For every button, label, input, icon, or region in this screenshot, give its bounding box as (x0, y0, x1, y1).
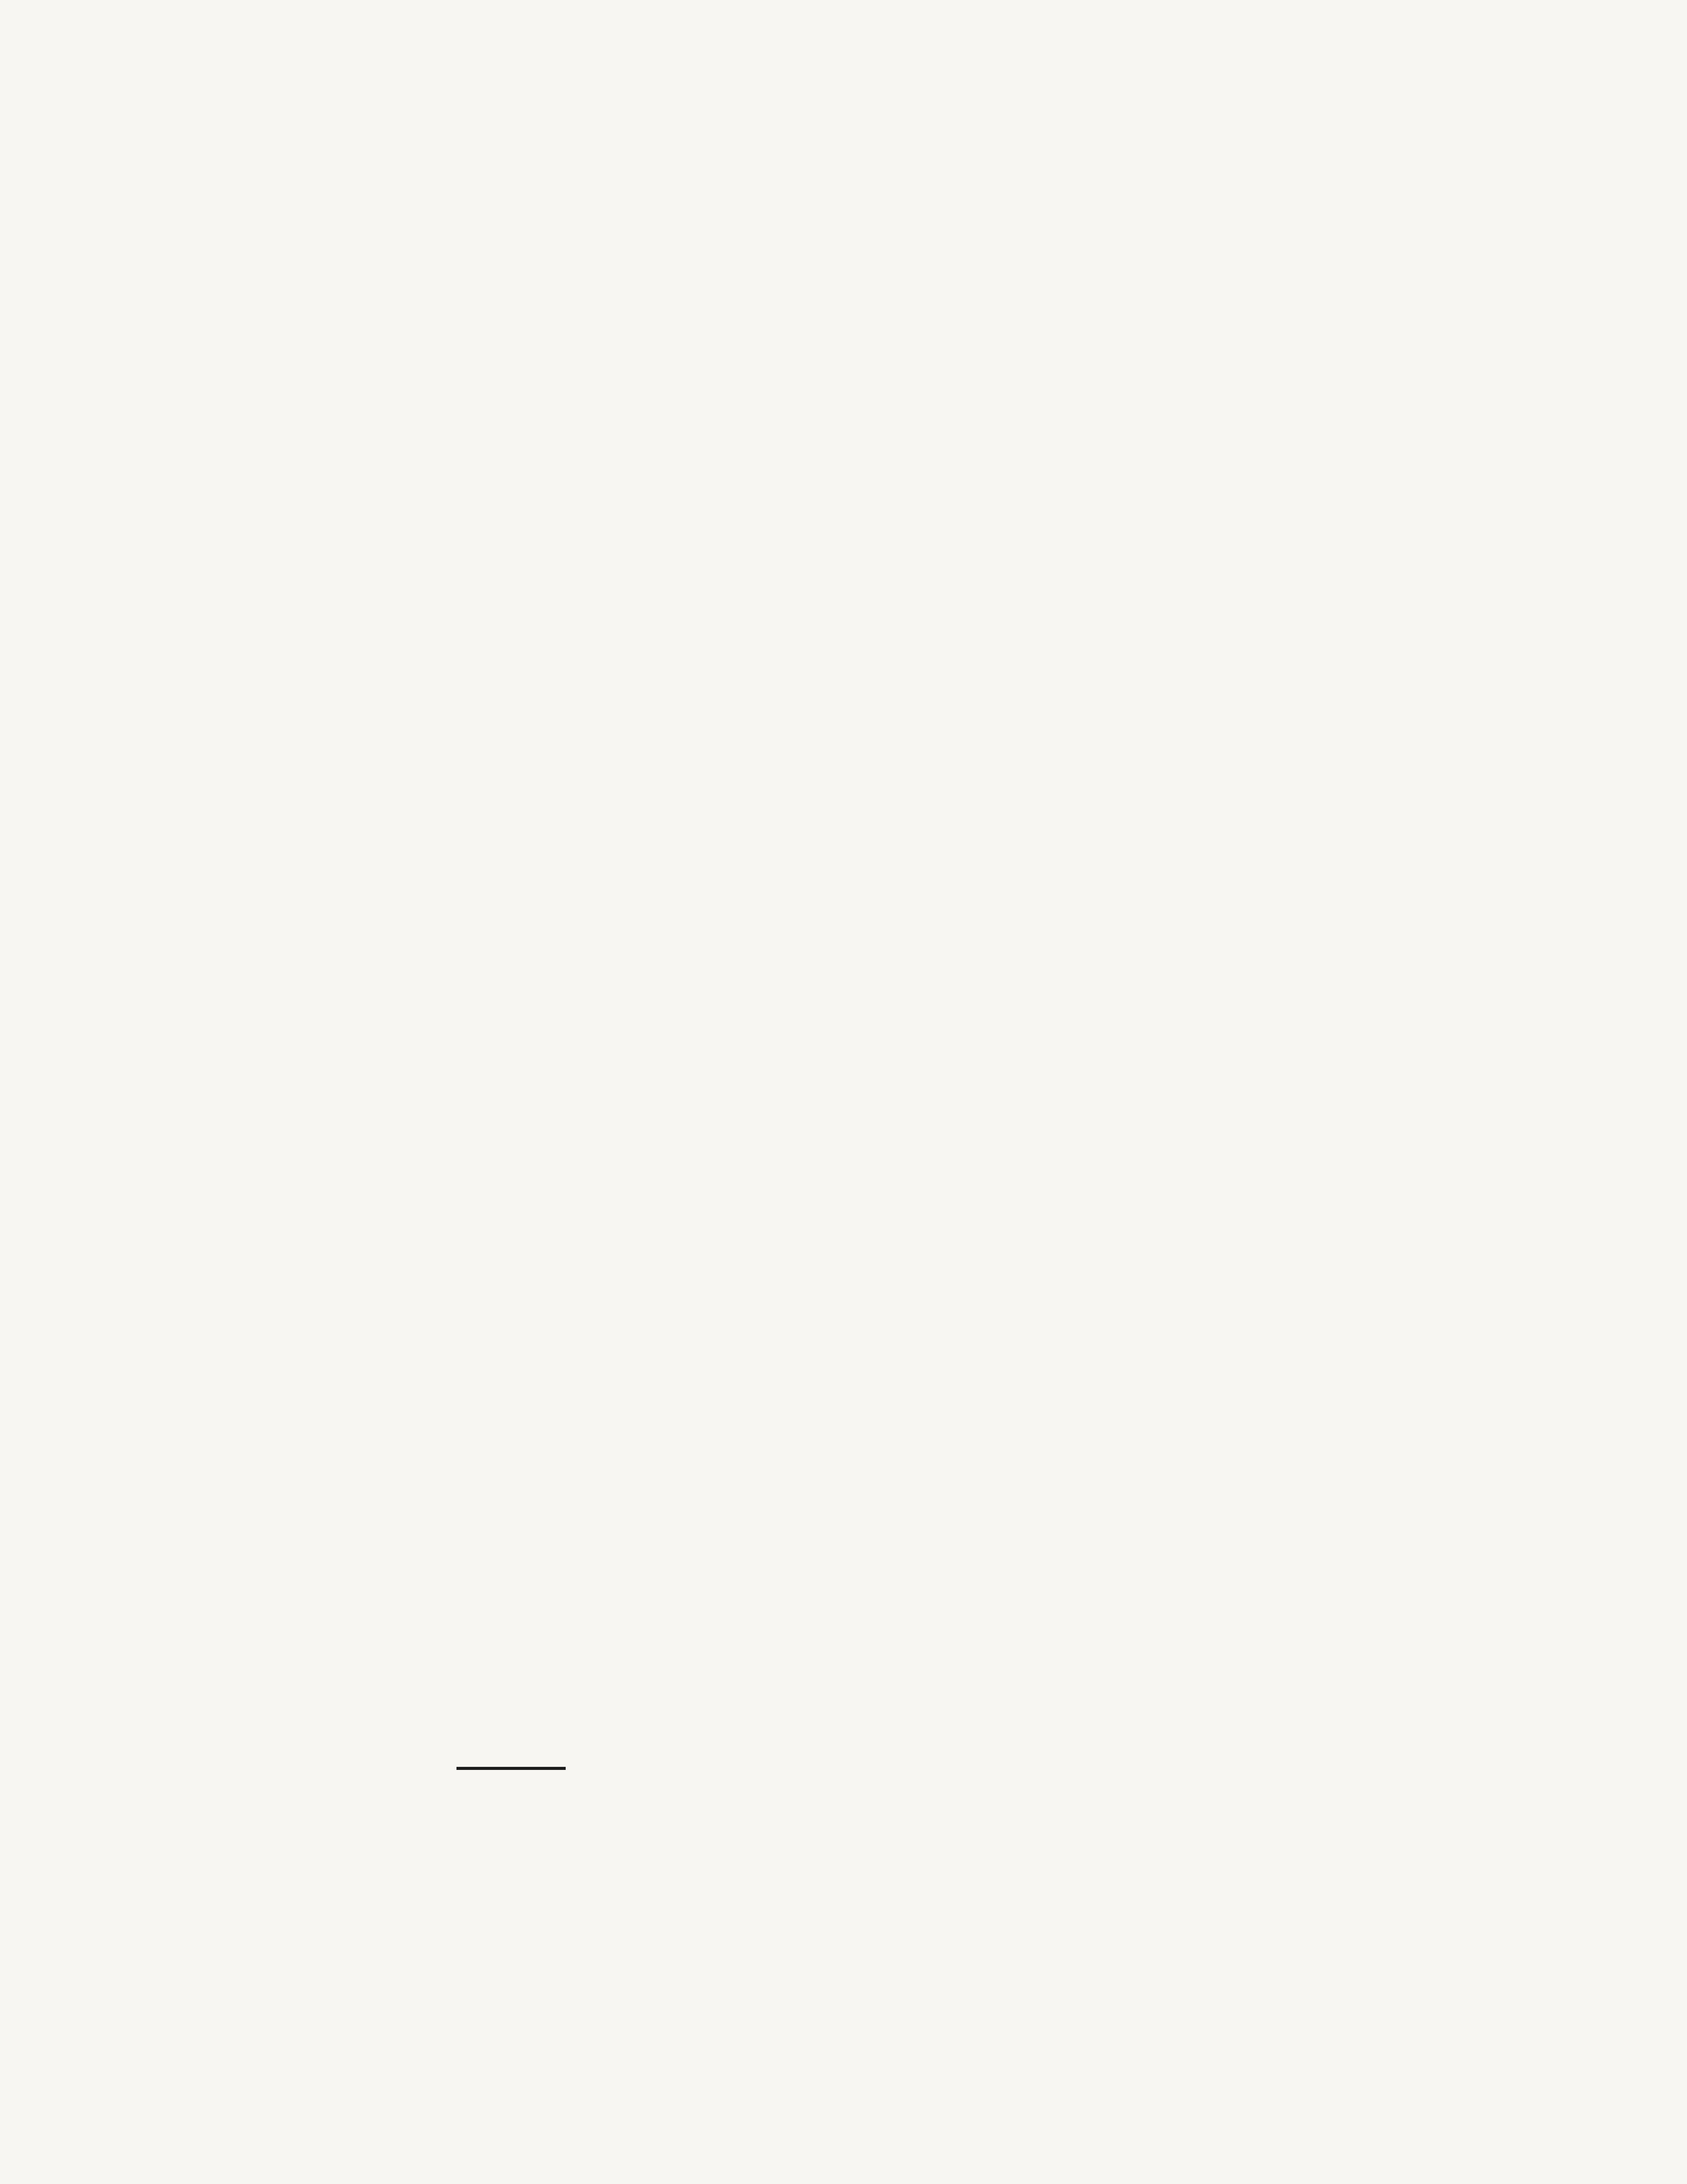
chapter-divider-rule (456, 1767, 566, 1770)
chapter-body (192, 1934, 828, 1939)
